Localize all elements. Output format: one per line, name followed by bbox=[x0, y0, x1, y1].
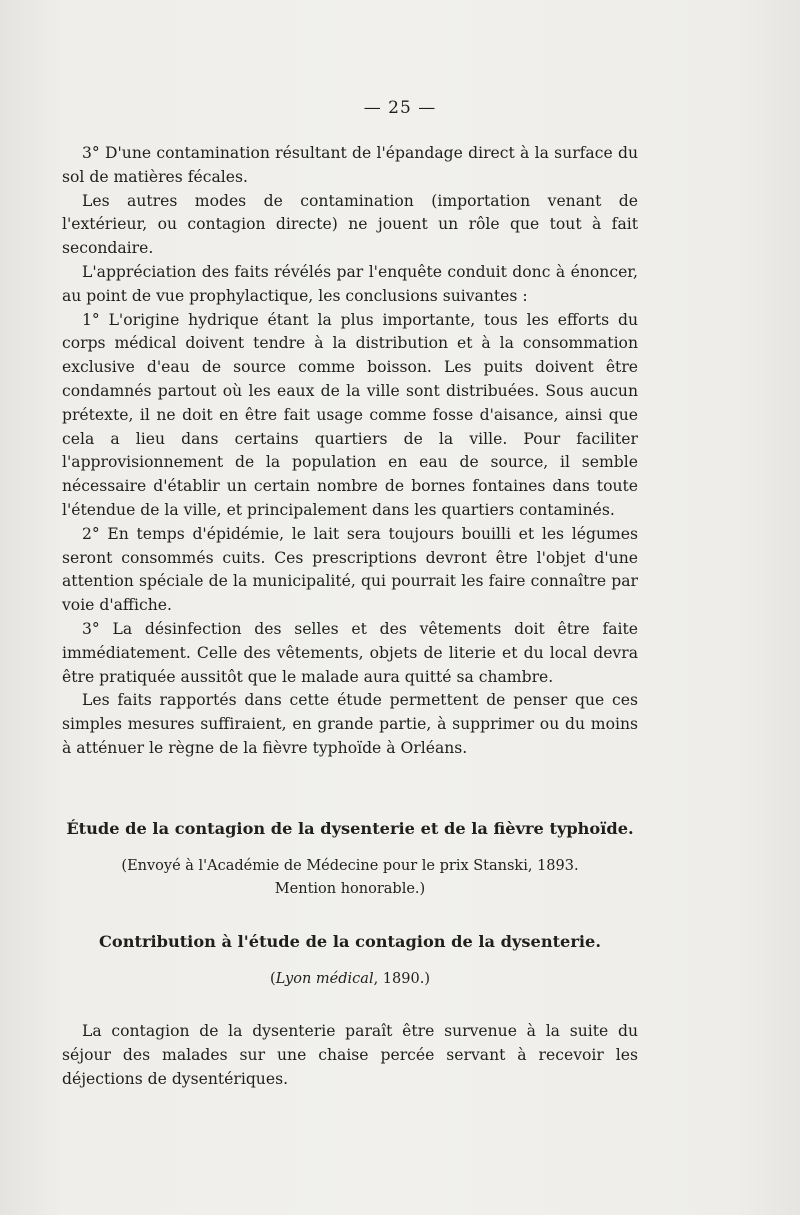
note-line: Mention honorable.) bbox=[274, 881, 426, 897]
paragraph: 2° En temps d'épidémie, le lait sera toujours bouilli et les légumes seront consommés cuits. Ces prescriptions devront être l'objet d'une attention spéciale de la municipalité, qui pourrait les faire connaître par voie d'affiche. bbox=[62, 524, 638, 615]
section-note-academie bbox=[60, 855, 640, 901]
note-line: (Envoyé à l'Académie de Médecine pour le prix Stanski, 1893. bbox=[121, 858, 579, 874]
section-heading-dysenterie-contribution: Contribution à l'étude de la contagion de la dysenterie. bbox=[99, 932, 601, 951]
section-heading-contagion-study: Étude de la contagion de la dysenterie et de la fièvre typhoïde. bbox=[66, 819, 634, 838]
paragraph: L'appréciation des faits révélés par l'enquête conduit donc à énoncer, au point de vue prophylactique, les conclusions suivantes : bbox=[62, 262, 638, 305]
section-note-lyon-medical bbox=[60, 968, 640, 991]
dysenterie-body bbox=[62, 1020, 638, 1091]
page-number: — 25 — bbox=[363, 98, 437, 118]
paragraph: 3° La désinfection des selles et des vêtements doit être faite immédiatement. Celle des vêtements, objets de literie et du local devra être pratiquée aussitôt que le malade aura quitté sa chambre. bbox=[62, 619, 638, 686]
paragraph: La contagion de la dysenterie paraît être survenue à la suite du séjour des malades sur une chaise percée servant à recevoir les déjections de dysentériques. bbox=[62, 1022, 638, 1088]
journal-name: Lyon médical bbox=[275, 971, 374, 987]
paragraph: Les autres modes de contamination (importation venant de l'extérieur, ou contagion directe) ne jouent un rôle que tout à fait secondaire. bbox=[62, 191, 638, 258]
note-open: ( bbox=[270, 971, 276, 987]
paragraph: Les faits rapportés dans cette étude permettent de penser que ces simples mesures suffiraient, en grande partie, à supprimer ou du moins à atténuer le règne de la fièvre typhoïde à Orléans. bbox=[62, 691, 638, 757]
note-rest: , 1890.) bbox=[373, 971, 430, 987]
paragraph: 1° L'origine hydrique étant la plus importante, tous les efforts du corps médical doivent tendre à la distribution et à la consommation exclusive d'eau de source comme boisson. Les puits doivent être condamnés partout où les eaux de la ville sont distribuées. Sous aucun prétexte, il ne doit en être fait usage comme fosse d'aisance, ainsi que cela a lieu dans certains quartiers de la ville. Pour faciliter l'approvisionnement de la population en eau de source, il semble nécessaire d'établir un certain nombre de bornes fontaines dans toute l'étendue de la ville, et principalement dans les quartiers contaminés. bbox=[62, 310, 638, 519]
paragraph: 3° D'une contamination résultant de l'épandage direct à la surface du sol de matières fécales. bbox=[62, 144, 638, 186]
main-body bbox=[62, 142, 638, 761]
